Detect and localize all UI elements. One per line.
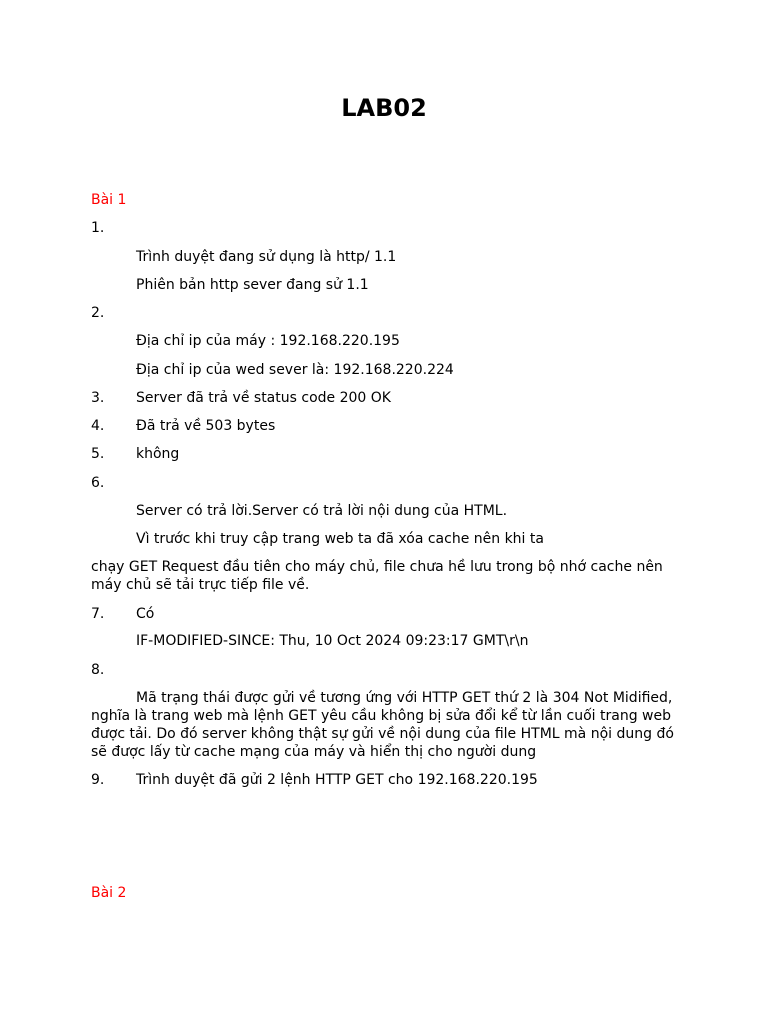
question-number: 3. [91,390,105,406]
question-number: 9. [91,772,105,788]
page-title: LAB02 [341,94,427,122]
answer-line: Vì trước khi truy cập trang web ta đã xóa cache nên khi ta [136,531,544,547]
answer-line: Phiên bản http sever đang sử 1.1 [136,277,369,293]
answer-line: Trình duyệt đang sử dụng là http/ 1.1 [136,249,397,265]
question-number: 1. [91,220,105,236]
answer-line: Địa chỉ ip của máy : 192.168.220.195 [136,333,400,349]
answer-line: Có [136,606,155,622]
section-heading-bai-2: Bài 2 [91,885,127,901]
question-number: 2. [91,305,105,321]
answer-paragraph: Mã trạng thái được gửi về tương ứng với HTTP GET thứ 2 là 304 Not Midified, nghĩa là trang web mà lệnh GET yêu cầu không bị sửa đổi kể từ lần cuối trang web được tải. Do đó server không thật sự gửi về nội dung của file HTML mà nội dung đó sẽ được lấy từ cache mạng của máy và hiển thị cho người dung [91,690,674,760]
answer-line: Server có trả lời.Server có trả lời nội dung của HTML. [136,503,508,519]
answer-line: IF-MODIFIED-SINCE: Thu, 10 Oct 2024 09:23:17 GMT\r\n [136,633,529,649]
question-number: 4. [91,418,105,434]
answer-paragraph: chạy GET Request đầu tiên cho máy chủ, file chưa hề lưu trong bộ nhớ cache nên máy chủ sẽ tải trực tiếp file về. [91,559,663,593]
section-heading-bai-1: Bài 1 [91,192,127,208]
question-number: 5. [91,446,105,462]
answer-line: Server đã trả về status code 200 OK [136,390,391,406]
answer-line: không [136,446,180,462]
question-number: 6. [91,475,105,491]
answer-line: Trình duyệt đã gửi 2 lệnh HTTP GET cho 192.168.220.195 [136,772,538,788]
answer-line: Địa chỉ ip của wed sever là: 192.168.220.224 [136,362,454,378]
question-number: 7. [91,606,105,622]
answer-line: Đã trả về 503 bytes [136,418,276,434]
question-number: 8. [91,662,105,678]
